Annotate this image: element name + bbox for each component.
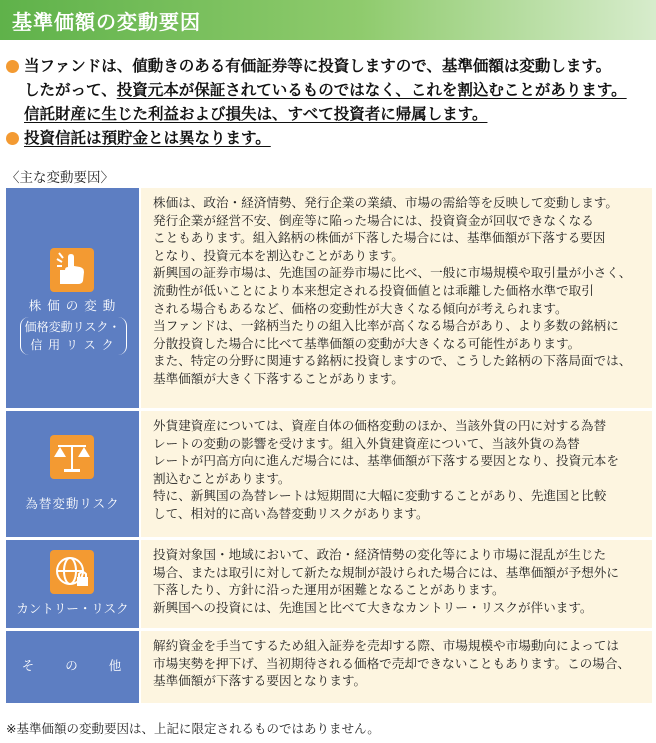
risk-subname-2: 信 用 リ ス ク (30, 338, 115, 352)
lead-line-2: したがって、投資元本が保証されているものではなく、これを割込むことがあります。 (24, 81, 627, 99)
risk-description: 解約資金を手当てするため組入証券を売却する際、市場規模や市場動向によっては 市場実勢を押下げ、当初期待される価格で売却できないこともあります。この場合、 基準価額が下落する要因となります。 (141, 631, 652, 703)
risk-subname-1: 価格変動リスク・ (24, 320, 121, 334)
risk-row-other (6, 631, 652, 703)
footnote: ※基準価額の変動要因は、上記に限定されるものではありません。 (6, 721, 380, 736)
risk-row-fx (6, 411, 652, 537)
principal-warning: 投資元本が保証されているものではなく、これを割込むことがあります。 (116, 81, 627, 99)
risk-label-cell (6, 631, 139, 703)
risk-label-cell (6, 188, 139, 408)
hand-pointing-icon (50, 248, 94, 292)
risk-row-stock (6, 188, 652, 408)
risk-label-cell (6, 411, 139, 537)
scale-icon (50, 435, 94, 479)
risk-name: カントリー・リスク (16, 601, 129, 616)
risk-name: そ の 他 (21, 658, 124, 673)
risk-description: 外貨建資産については、資産自体の価格変動のほか、当該外貨の円に対する為替 レートの変動の影響を受けます。組入外貨建資産について、当該外貨の為替 レートが円高方向に進んだ場合には、基準価額が下落する要因となり、投資元本を 割込むことがあります。 特に、新興国の為替レートは短期間に大幅に変動することがあり、先進国と比較 して、相対的に高い為替変動リスクがあります。 (141, 411, 652, 537)
risk-description: 株価は、政治・経済情勢、発行企業の業績、市場の需給等を反映して変動します。 発行企業が経営不安、倒産等に陥った場合には、投資資金が回収できなくなる こともあります。組入銘柄の株価が下落した場合には、基準価額が下落する要因 となり、投資元本を割込むことがあります。 新興国の証券市場は、先進国の証券市場に比べ、一般に市場規模や取引量が小さく、 流動性が低いことにより本来想定される投資価値とは乖離した価格水準で取引 される場合もあるなど、価格の変動性が大きくなる傾向が考えられます。 当ファンドは、一銘柄当たりの組入比率が高くなる場合があり、より多数の銘柄に 分散投資した場合に比べて基準価額の変動が大きくなる可能性があります。 また、特定の分野に関連する銘柄に投資しますので、こうした銘柄の下落局面では、 基準価額が大きく下落することがあります。 (141, 188, 652, 408)
risk-label-cell (6, 540, 139, 628)
section-title: 〈主な変動要因〉 (6, 170, 114, 186)
lead-line-3: 信託財産に生じた利益および損失は、すべて投資者に帰属します。 (24, 105, 488, 123)
lead-statements (6, 54, 652, 150)
bullet-dot-icon (6, 60, 19, 73)
page-title: 基準価額の変動要因 (12, 10, 201, 34)
title-banner (0, 0, 656, 40)
lead-line-1: 当ファンドは、値動きのある有価証券等に投資しますので、基準価額は変動します。 (6, 54, 652, 78)
risk-row-country (6, 540, 652, 628)
risk-name: 株 価 の 変 動 (28, 298, 117, 313)
bullet-dot-icon (6, 132, 19, 145)
lead-line-4: 投資信託は預貯金とは異なります。 (6, 126, 652, 150)
globe-lock-icon (50, 550, 94, 594)
risk-name: 為替変動リスク (25, 496, 120, 511)
risk-description: 投資対象国・地域において、政治・経済情勢の変化等により市場に混乱が生じた 場合、または取引に対して新たな規制が設けられた場合には、基準価額が予想外に 下落したり、方針に沿った運用が困難となることがあります。 新興国への投資には、先進国と比べて大きなカントリー・リスクが伴います。 (141, 540, 652, 628)
